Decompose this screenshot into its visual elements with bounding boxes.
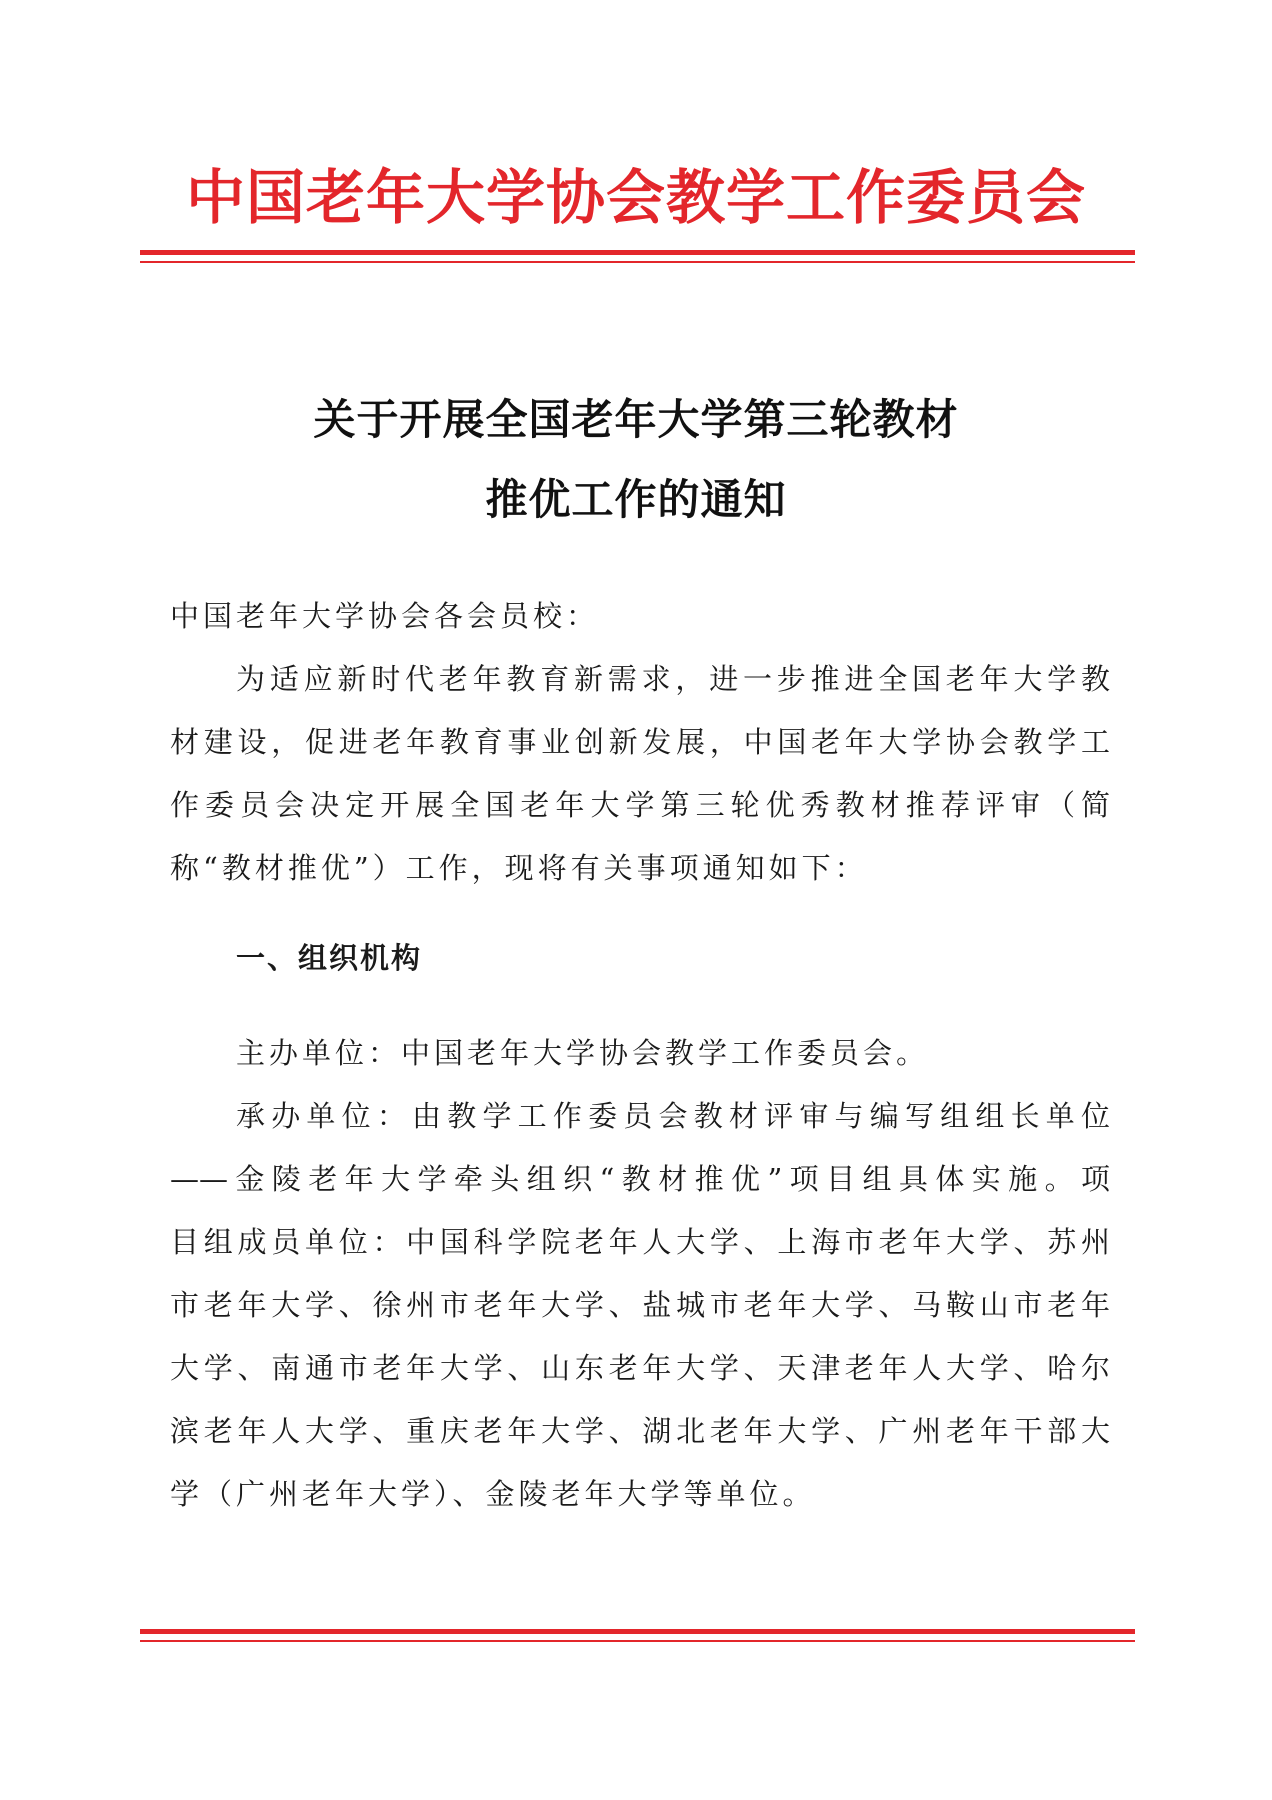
letterhead-rule-thick [140,250,1135,255]
footer-rule-thin [140,1640,1135,1642]
undertaker-line: 市老年大学、徐州市老年大学、盐城市老年大学、马鞍山市老年 [170,1288,1110,1322]
document-title-line-2: 推优工作的通知 [485,475,787,524]
undertaker-line: 承办单位：由教学工作委员会教材评审与编写组组长单位 [236,1099,1110,1133]
salutation: 中国老年大学协会各会员校： [170,599,600,633]
undertaker-line: 目组成员单位：中国科学院老年人大学、上海市老年大学、苏州 [170,1225,1110,1259]
letterhead-rule-thin [140,261,1135,263]
footer-rule-thick [140,1629,1135,1634]
undertaker-line: 大学、南通市老年大学、山东老年大学、天津老年人大学、哈尔 [170,1351,1110,1385]
undertaker-line: ——金陵老年大学牵头组织“教材推优”项目组具体实施。项 [170,1162,1110,1196]
organizer-line: 主办单位：中国老年大学协会教学工作委员会。 [236,1036,930,1070]
letterhead-org-name: 中国老年大学协会教学工作委员会 [185,163,1086,232]
document-title-line-1: 关于开展全国老年大学第三轮教材 [313,395,959,444]
intro-line: 为适应新时代老年教育新需求，进一步推进全国老年大学教 [236,662,1110,696]
intro-line: 称“教材推优”）工作，现将有关事项通知如下： [170,851,868,885]
intro-line: 材建设，促进老年教育事业创新发展，中国老年大学协会教学工 [170,725,1110,759]
section-heading: 一、组织机构 [236,941,423,975]
intro-line: 作委员会决定开展全国老年大学第三轮优秀教材推荐评审（简 [170,788,1110,822]
undertaker-line: 学（广州老年大学）、金陵老年大学等单位。 [170,1477,816,1511]
undertaker-line: 滨老年人大学、重庆老年大学、湖北老年大学、广州老年干部大 [170,1414,1110,1448]
